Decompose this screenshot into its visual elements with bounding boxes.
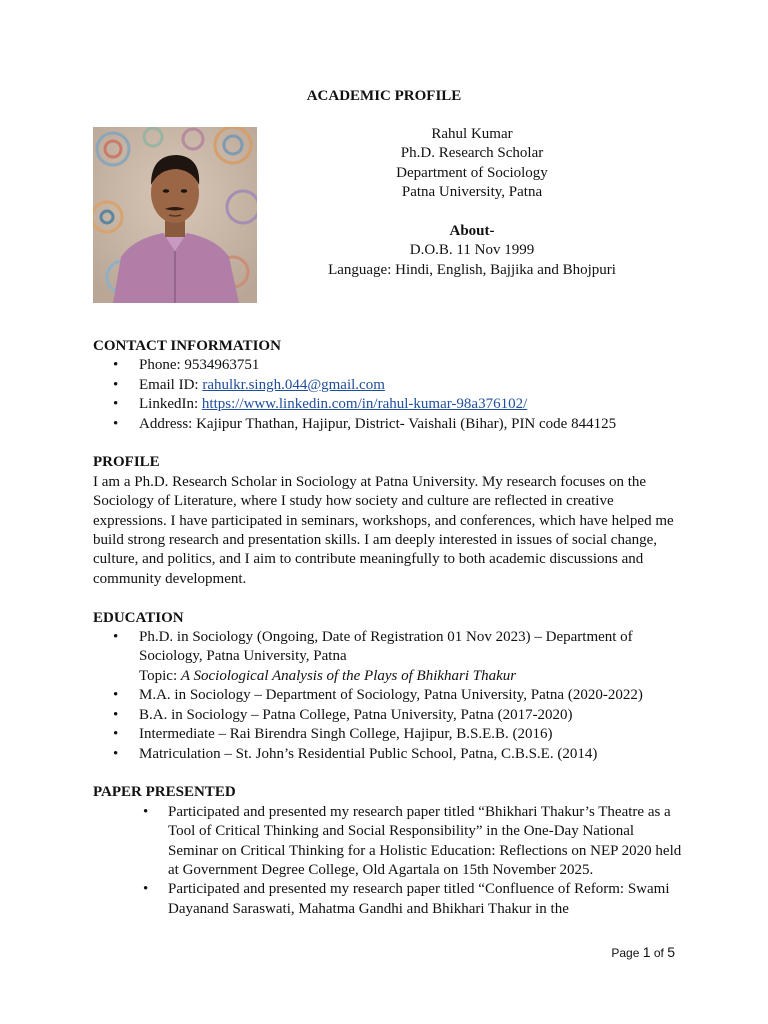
contact-heading: CONTACT INFORMATION	[93, 338, 281, 354]
papers-heading: PAPER PRESENTED	[93, 784, 236, 801]
document-body	[93, 337, 683, 939]
scholar-position: Ph.D. Research Scholar	[400, 145, 544, 162]
contact-phone: • Phone: 9534963751	[93, 356, 683, 375]
linkedin-label: LinkedIn:	[139, 396, 202, 413]
paper-item: • Participated and presented my research paper titled “Confluence of Reform: Swami Dayanand Saraswati, Mahatma Gandhi and Bhikhari Thakur in the	[93, 880, 683, 919]
scholar-name: Rahul Kumar	[431, 126, 513, 142]
contact-section	[93, 337, 683, 434]
about-heading: About-	[449, 223, 495, 240]
education-section	[93, 609, 683, 764]
phd-topic	[139, 667, 683, 686]
of-word: of	[650, 946, 668, 960]
contact-address: • Address: Kajipur Thathan, Hajipur, District- Vaishali (Bihar), PIN code 844125	[93, 415, 683, 434]
education-item-matriculation: • Matriculation – St. John’s Residential Public School, Patna, C.B.S.E. (2014)	[93, 745, 683, 764]
education-list	[93, 628, 683, 764]
education-item-ma: • M.A. in Sociology – Department of Sociology, Patna University, Patna (2020-2022)	[93, 686, 683, 705]
contact-list	[93, 356, 683, 434]
profile-section	[93, 453, 683, 589]
education-item-phd	[93, 628, 683, 686]
total-pages: 5	[667, 944, 675, 960]
linkedin-link[interactable]: https://www.linkedin.com/in/rahul-kumar-98a376102/	[201, 396, 528, 413]
current-page: 1	[642, 944, 651, 960]
profile-photo	[93, 127, 257, 303]
languages: Language: Hindi, English, Bajjika and Bhojpuri	[328, 261, 616, 278]
paper-item: • Participated and presented my research paper titled “Bhikhari Thakur’s Theatre as a Tool of Critical Thinking and Social Responsibility” in the One-Day National Seminar on Critical Thinking for a Holistic Education: Reflections on NEP 2020 held at Government Degree College, Old Agartala on 15th November 2025.	[93, 803, 683, 881]
scholar-department: Department of Sociology	[396, 164, 548, 181]
topic-label: Topic:	[139, 667, 181, 684]
education-heading: EDUCATION	[93, 609, 184, 626]
papers-list	[93, 803, 683, 919]
education-item-ba: • B.A. in Sociology – Patna College, Patna University, Patna (2017-2020)	[93, 706, 683, 725]
contact-linkedin	[93, 395, 683, 414]
header-info	[300, 125, 644, 280]
education-item-intermediate: • Intermediate – Rai Birendra Singh College, Hajipur, B.S.E.B. (2016)	[93, 725, 683, 744]
document-title: ACADEMIC PROFILE	[306, 88, 462, 104]
contact-email	[93, 376, 683, 395]
email-label: Email ID:	[139, 376, 203, 393]
papers-section	[93, 783, 683, 919]
page-number-footer	[611, 944, 675, 960]
profile-heading: PROFILE	[93, 454, 160, 471]
profile-text: I am a Ph.D. Research Scholar in Sociology at Patna University. My research focuses on the Sociology of Literature, where I study how society and culture are reflected in creative expressions. I have participated in seminars, workshops, and conferences, which have helped me build strong research and presentation skills. I am deeply interested in issues of social change, culture, and politics, and I aim to contribute meaningfully to both academic discussions and community development.	[93, 473, 674, 587]
phd-text: Ph.D. in Sociology (Ongoing, Date of Registration 01 Nov 2023) – Department of Sociology, Patna University, Patna	[139, 629, 633, 665]
email-link[interactable]: rahulkr.singh.044@gmail.com	[202, 376, 385, 393]
scholar-university: Patna University, Patna	[401, 184, 543, 201]
date-of-birth: D.O.B. 11 Nov 1999	[409, 242, 535, 259]
topic-title: A Sociological Analysis of the Plays of Bhikhari Thakur	[180, 667, 517, 684]
page-word: Page	[611, 946, 643, 960]
